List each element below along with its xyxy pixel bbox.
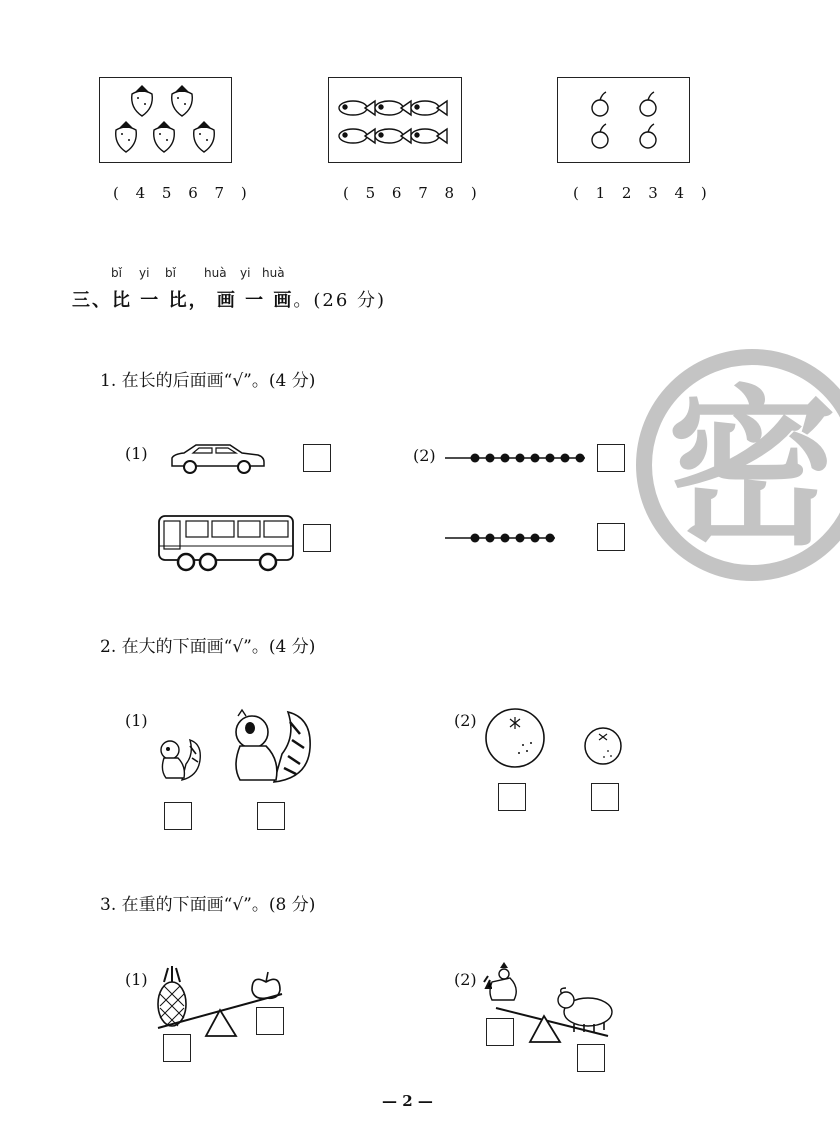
title-char-4: ， bbox=[188, 290, 209, 311]
cherry-icon bbox=[558, 78, 689, 162]
question-2: 2. 在大的下面画“√”。(4 分) bbox=[100, 637, 316, 657]
q1-beads-top-checkbox[interactable] bbox=[597, 444, 625, 472]
bead bbox=[531, 454, 540, 463]
fish-icon bbox=[329, 78, 461, 162]
strawberry-choices: ( 4 5 6 7 ) bbox=[113, 184, 253, 202]
bead bbox=[546, 534, 555, 543]
bead bbox=[516, 454, 525, 463]
q3-label-1: (1) bbox=[125, 970, 148, 989]
q3-sheep-checkbox[interactable] bbox=[577, 1044, 605, 1072]
pinyin-3: bǐ bbox=[165, 266, 176, 280]
bead-line-bottom bbox=[445, 532, 595, 544]
rooster-icon bbox=[484, 962, 516, 1000]
pinyin-6: huà bbox=[262, 266, 285, 280]
pinyin-2: yi bbox=[139, 266, 150, 280]
bead bbox=[561, 454, 570, 463]
apple-icon bbox=[252, 972, 280, 998]
q3-rooster-checkbox[interactable] bbox=[486, 1018, 514, 1046]
fish-box bbox=[328, 77, 462, 163]
q1-beads-bottom-checkbox[interactable] bbox=[597, 523, 625, 551]
bead bbox=[516, 534, 525, 543]
cherry-box bbox=[557, 77, 690, 163]
q3-label-2: (2) bbox=[454, 970, 477, 989]
cherry-choices: ( 1 2 3 4 ) bbox=[573, 184, 713, 202]
bead bbox=[531, 534, 540, 543]
page-number: — 2 — bbox=[382, 1092, 433, 1110]
bead bbox=[486, 454, 495, 463]
section-3-suffix: 。(26 分) bbox=[293, 290, 387, 311]
bus-icon bbox=[156, 512, 296, 574]
big-orange-icon bbox=[483, 705, 547, 769]
section-3-title bbox=[72, 286, 386, 312]
fish-choices: ( 5 6 7 8 ) bbox=[343, 184, 483, 202]
title-char-7: 画 bbox=[273, 290, 294, 311]
watermark-seal bbox=[632, 340, 840, 600]
watermark-char: 密 bbox=[666, 371, 838, 569]
q2-small-orange-checkbox[interactable] bbox=[591, 783, 619, 811]
bead bbox=[471, 454, 480, 463]
question-1: 1. 在长的后面画“√”。(4 分) bbox=[100, 371, 316, 391]
car-icon bbox=[168, 440, 268, 476]
title-char-3: 比 bbox=[168, 290, 189, 311]
pinyin-5: yi bbox=[240, 266, 251, 280]
question-3: 3. 在重的下面画“√”。(8 分) bbox=[100, 895, 316, 915]
q1-bus-checkbox[interactable] bbox=[303, 524, 331, 552]
bead bbox=[576, 454, 585, 463]
title-char-5: 画 bbox=[216, 290, 237, 311]
q3-pineapple-checkbox[interactable] bbox=[163, 1034, 191, 1062]
pinyin-4: huà bbox=[204, 266, 227, 280]
bead bbox=[471, 534, 480, 543]
bead bbox=[501, 454, 510, 463]
q2-big-orange-checkbox[interactable] bbox=[498, 783, 526, 811]
strawberry-icon bbox=[100, 78, 231, 162]
bead bbox=[501, 534, 510, 543]
small-squirrel-icon bbox=[156, 736, 204, 782]
q3-apple-checkbox[interactable] bbox=[256, 1007, 284, 1035]
small-orange-icon bbox=[582, 725, 624, 767]
q2-small-squirrel-checkbox[interactable] bbox=[164, 802, 192, 830]
pinyin-1: bǐ bbox=[111, 266, 122, 280]
big-squirrel-icon bbox=[230, 708, 312, 784]
bead bbox=[486, 534, 495, 543]
pineapple-icon bbox=[158, 966, 186, 1026]
title-char-1: 比 bbox=[112, 290, 132, 311]
title-char-6: 一 bbox=[245, 290, 266, 311]
q1-label-1: (1) bbox=[125, 444, 148, 463]
q2-label-2: (2) bbox=[454, 711, 477, 730]
section-3-prefix: 三、 bbox=[72, 290, 112, 311]
strawberry-box bbox=[99, 77, 232, 163]
q2-big-squirrel-checkbox[interactable] bbox=[257, 802, 285, 830]
q1-car-checkbox[interactable] bbox=[303, 444, 331, 472]
q2-label-1: (1) bbox=[125, 711, 148, 730]
q1-label-2: (2) bbox=[413, 446, 436, 465]
bead bbox=[546, 454, 555, 463]
title-char-2: 一 bbox=[140, 290, 161, 311]
bead-line-top bbox=[445, 452, 595, 464]
